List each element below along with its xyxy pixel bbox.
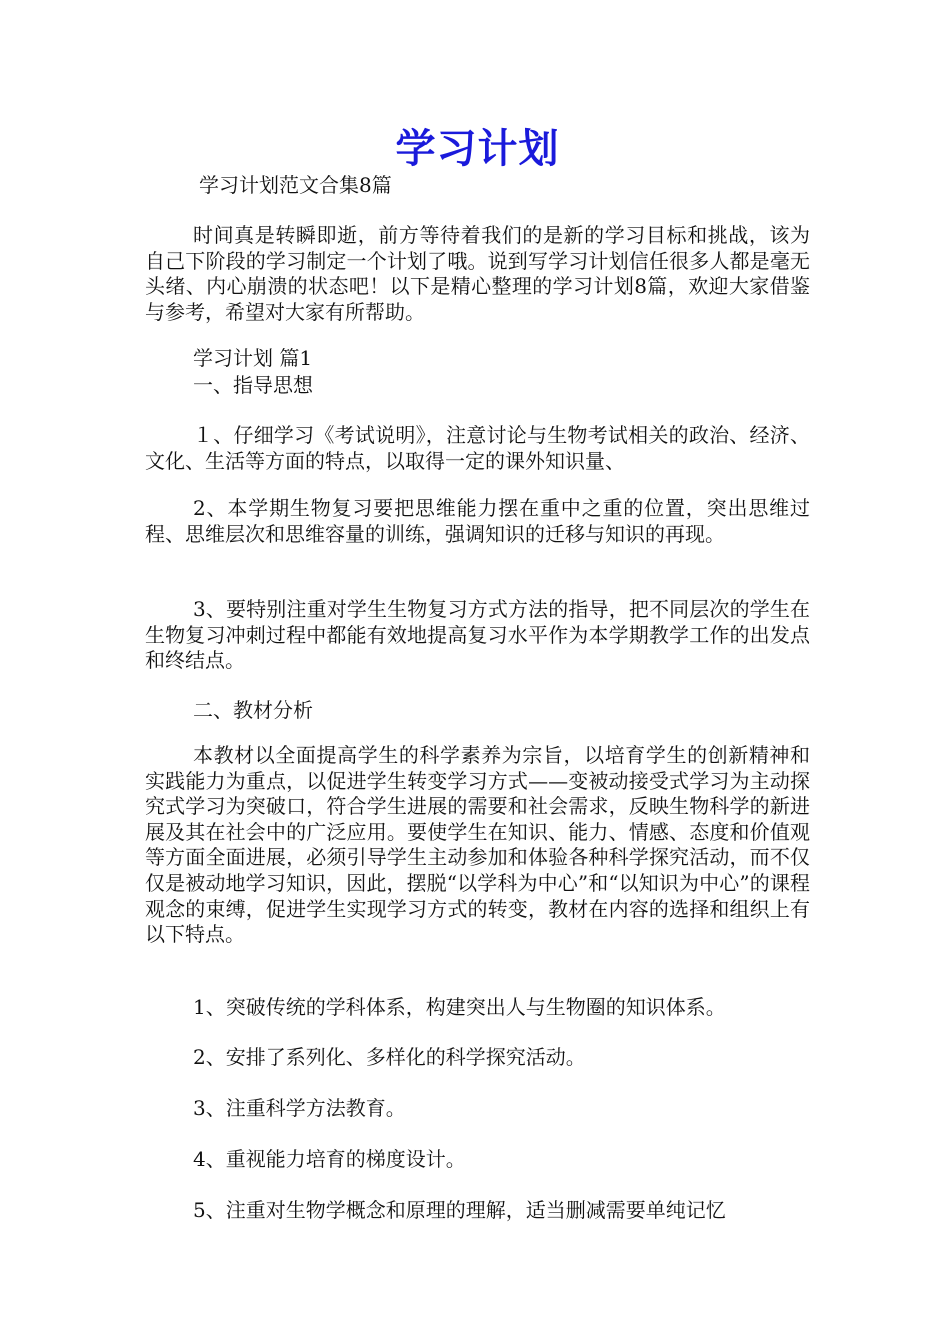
part2-item-4: 4、重视能力培育的梯度设计。 [193,1147,466,1171]
part1-item-3: 3、要特别注重对学生生物复习方式方法的指导，把不同层次的学生在生物复习冲刺过程中都能有效地提高复习水平作为本学期教学工作的出发点和终结点。 [145,597,810,673]
part1-item-1: １、仔细学习《考试说明》，注意讨论与生物考试相关的政治、经济、文化、生活等方面的特点，以取得一定的课外知识量、 [145,423,810,473]
document-title: 学习计划 [395,126,560,172]
part1-item-2: 2、本学期生物复习要把思维能力摆在重中之重的位置，突出思维过程、思维层次和思维容量的训练，强调知识的迁移与知识的再现。 [145,496,810,546]
intro-paragraph: 时间真是转瞬即逝，前方等待着我们的是新的学习目标和挑战，该为自己下阶段的学习制定一个计划了哦。说到写学习计划信任很多人都是毫无头绪、内心崩溃的状态吧！以下是精心整理的学习计划8篇，欢迎大家借鉴与参考，希望对大家有所帮助。 [145,223,810,324]
part2-body: 本教材以全面提高学生的科学素养为宗旨，以培育学生的创新精神和实践能力为重点，以促进学生转变学习方式——变被动接受式学习为主动探究式学习为突破口，符合学生进展的需要和社会需求，反映生物科学的新进展及其在社会中的广泛应用。要使学生在知识、能力、情感、态度和价值观等方面全面进展，必须引导学生主动参加和体验各种科学探究活动，而不仅仅是被动地学习知识，因此，摆脱“以学科为中心”和“以知识为中心”的课程观念的束缚，促进学生实现学习方式的转变，教材在内容的选择和组织上有以下特点。 [145,743,810,947]
part2-heading: 二、教材分析 [193,698,313,722]
part2-item-5: 5、注重对生物学概念和原理的理解，适当删减需要单纯记忆 [193,1198,726,1222]
section-heading: 学习计划 篇1 [193,346,313,370]
part2-item-3: 3、注重科学方法教育。 [193,1096,406,1120]
part2-item-1: 1、突破传统的学科体系，构建突出人与生物圈的知识体系。 [193,995,726,1019]
part2-item-2: 2、安排了系列化、多样化的科学探究活动。 [193,1045,586,1069]
document-subtitle: 学习计划范文合集8篇 [199,173,392,197]
part1-heading: 一、指导思想 [193,373,313,397]
